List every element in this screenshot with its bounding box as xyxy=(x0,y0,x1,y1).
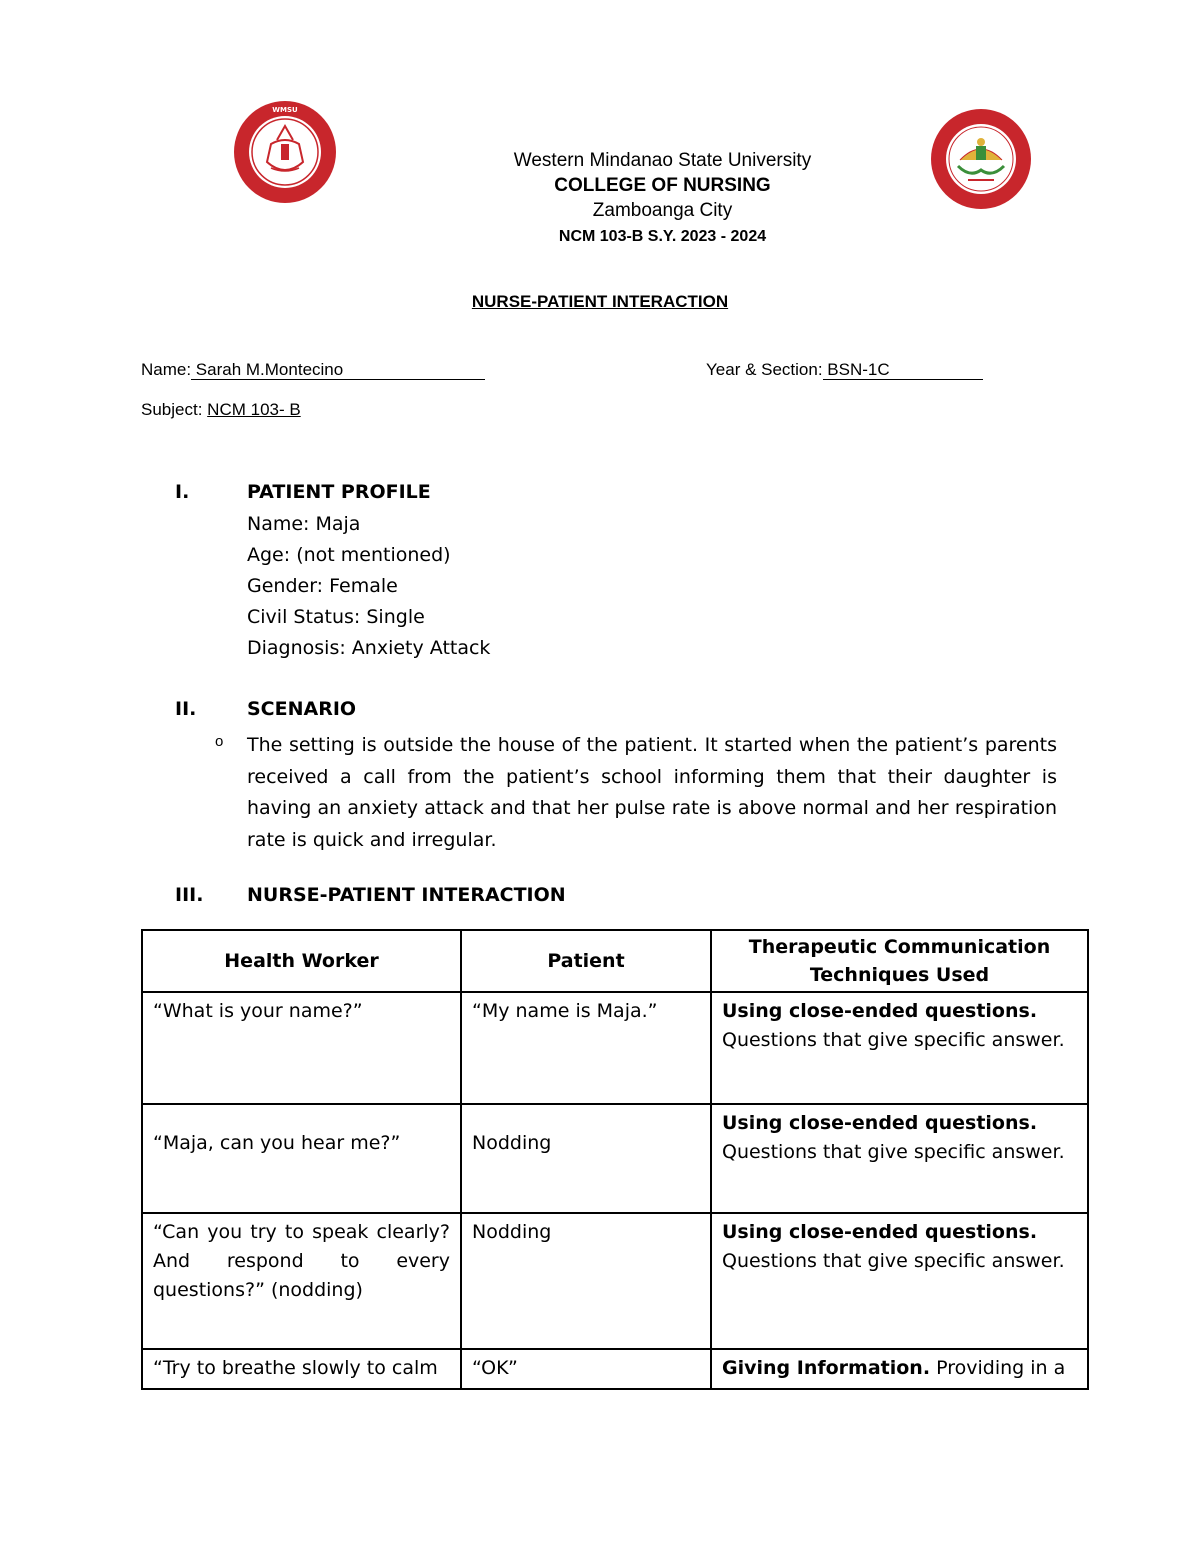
section-number-profile: I. xyxy=(175,481,190,503)
profile-line: Age: (not mentioned) xyxy=(247,544,451,566)
profile-line: Civil Status: Single xyxy=(247,606,425,628)
technique-cell xyxy=(711,1104,1088,1213)
interaction-table xyxy=(141,929,1089,1390)
section-title-scenario: SCENARIO xyxy=(247,698,357,720)
table-header-row xyxy=(142,930,1088,992)
scenario-text: The setting is outside the house of the patient. It started when the patient’s parents received a call from the patient’s school informing them that their daughter is having an anxiety attack and that her pulse rate is above normal and her respiration rate is quick and irregular. xyxy=(247,734,1057,851)
subject-value: NCM 103- B xyxy=(207,400,301,419)
patient-cell: “OK” xyxy=(461,1349,711,1389)
subject-label: Subject: xyxy=(141,400,203,419)
profile-line: Gender: Female xyxy=(247,575,398,597)
course-line: NCM 103-B S.Y. 2023 - 2024 xyxy=(558,228,767,242)
technique-cell xyxy=(711,992,1088,1104)
section-title-interaction: NURSE-PATIENT INTERACTION xyxy=(247,884,566,906)
section-title-profile: PATIENT PROFILE xyxy=(247,481,431,503)
technique-cell xyxy=(711,1213,1088,1349)
city-name: Zamboanga City xyxy=(592,200,733,221)
profile-line: Name: Maja xyxy=(247,513,361,535)
university-seal-left xyxy=(233,100,337,204)
profile-line: Diagnosis: Anxiety Attack xyxy=(247,637,491,659)
section-number-scenario: II. xyxy=(175,698,197,720)
bullet-marker: o xyxy=(215,733,224,750)
college-name: COLLEGE OF NURSING xyxy=(554,175,771,196)
table-row xyxy=(142,992,1088,1104)
technique-label: Giving Information. xyxy=(722,1357,931,1379)
subject-field xyxy=(141,400,301,420)
student-name-value: Sarah M.Montecino xyxy=(191,361,485,380)
table-row xyxy=(142,1104,1088,1213)
worker-cell: “Maja, can you hear me?” xyxy=(142,1104,461,1213)
patient-cell: Nodding xyxy=(461,1104,711,1213)
year-section-field xyxy=(706,360,983,380)
technique-description: Questions that give specific answer. xyxy=(722,1250,1065,1272)
column-header: Health Worker xyxy=(142,930,461,992)
section-number-interaction: III. xyxy=(175,884,204,906)
year-section-label: Year & Section: xyxy=(706,360,823,379)
technique-cell xyxy=(711,1349,1088,1389)
table-row xyxy=(142,1349,1088,1389)
university-name: Western Mindanao State University xyxy=(513,150,812,171)
svg-text:WMSU: WMSU xyxy=(272,106,298,114)
technique-description: Providing in a xyxy=(936,1357,1066,1379)
column-header: Patient xyxy=(461,930,711,992)
worker-cell: “Can you try to speak clearly? And respond to every questions?” (nodding) xyxy=(142,1213,461,1349)
university-seal-right xyxy=(930,108,1032,210)
technique-label: Using close-ended questions. xyxy=(722,1221,1038,1243)
technique-label: Using close-ended questions. xyxy=(722,1000,1038,1022)
technique-description: Questions that give specific answer. xyxy=(722,1141,1065,1163)
table-row xyxy=(142,1213,1088,1349)
student-name-label: Name: xyxy=(141,360,192,379)
column-header: Therapeutic Communication Techniques Used xyxy=(711,930,1088,992)
worker-cell: “What is your name?” xyxy=(142,992,461,1104)
student-name-field xyxy=(141,360,485,380)
year-section-value: BSN-1C xyxy=(823,361,983,380)
patient-cell: “My name is Maja.” xyxy=(461,992,711,1104)
technique-label: Using close-ended questions. xyxy=(722,1112,1038,1134)
technique-description: Questions that give specific answer. xyxy=(722,1029,1065,1051)
document-title: NURSE-PATIENT INTERACTION xyxy=(471,292,729,311)
worker-cell: “Try to breathe slowly to calm xyxy=(142,1349,461,1389)
patient-cell: Nodding xyxy=(461,1213,711,1349)
